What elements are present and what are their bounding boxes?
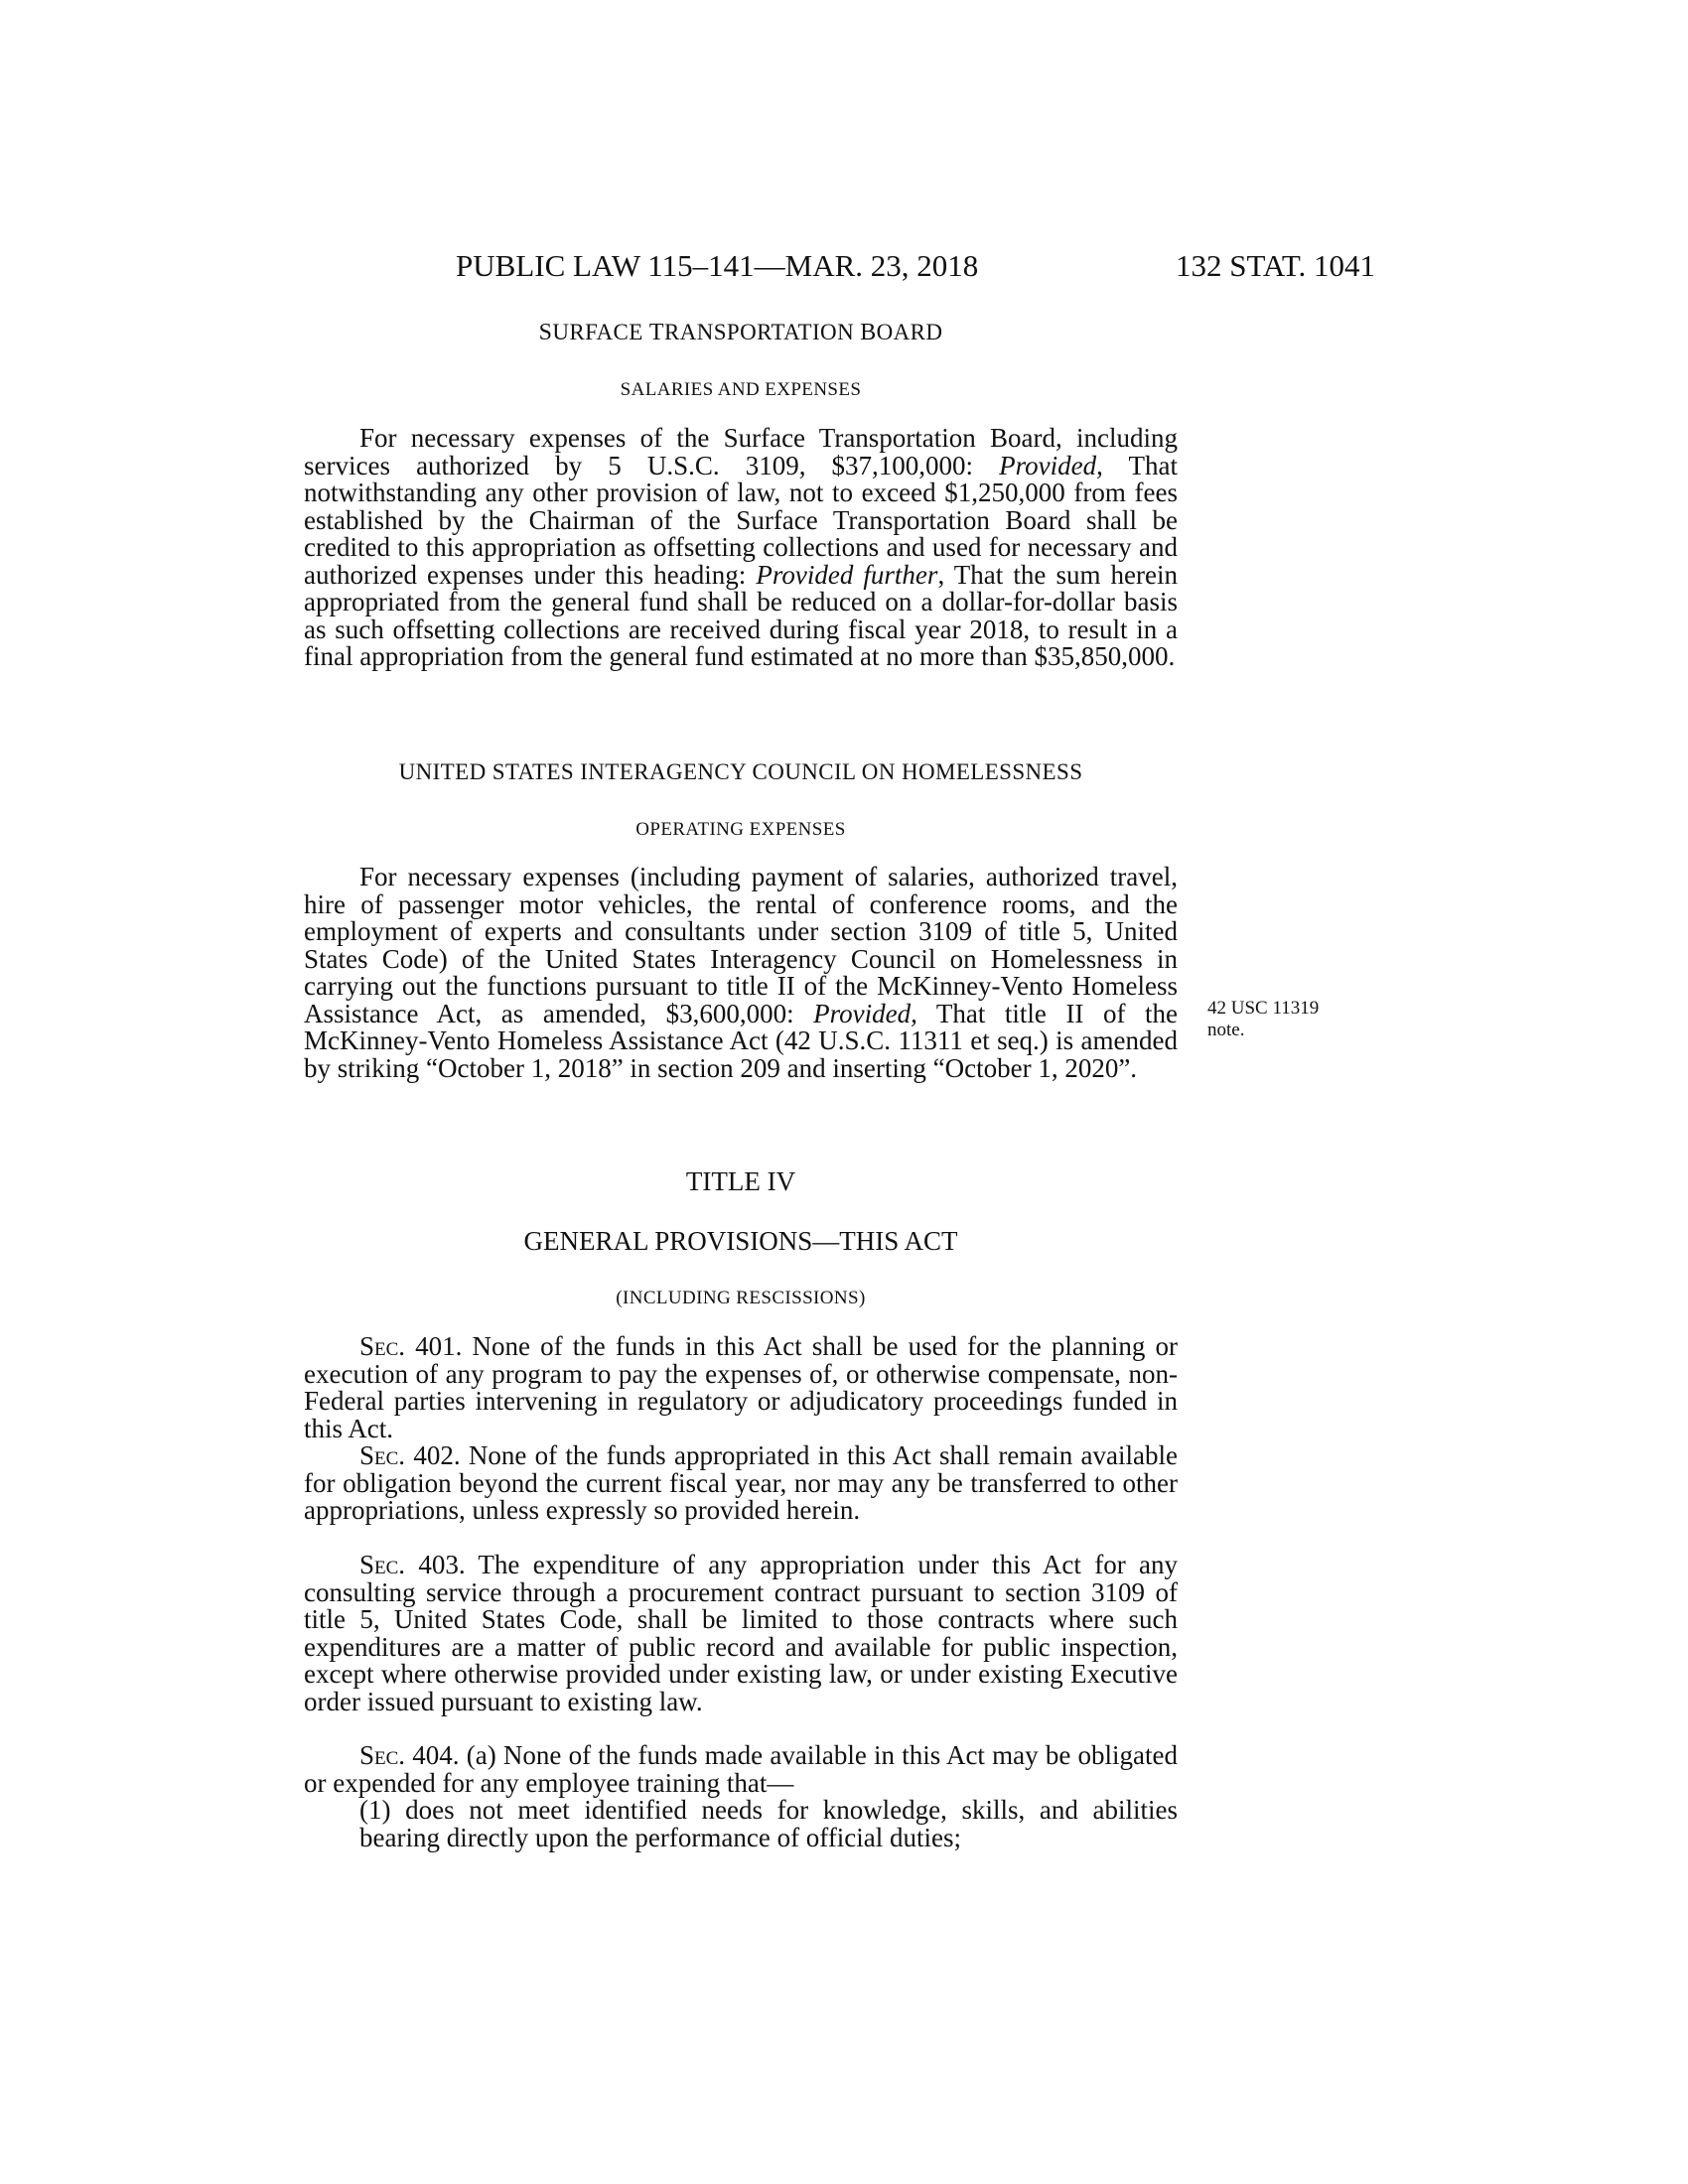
heading-surface-transportation-board: SURFACE TRANSPORTATION BOARD (538, 320, 943, 345)
section-402: Sec. 402. None of the funds appropriated in this Act shall remain available for obligation beyond the current fiscal year, nor may any be transferred to other appropriations, unless expressly so provided herein. (304, 1440, 1178, 1525)
stb-paragraph: For necessary expenses of the Surface Transportation Board, including services authorized by 5 U.S.C. 3109, $37,100,000: Provided, That notwithstanding any other provision of law, not to exceed $1,250,000 from fees established by the Chairman of the Surface Transportation Board shall be credited to this appropriation as offsetting collections and used for necessary and authorized expenses under this heading: Provided further, That the sum herein appropriated from the general fund shall be reduced on a dollar-for-dollar basis as such offsetting collections are received during fiscal year 2018, to result in a final appropriation from the general fund estimated at no more than $35,850,000. (304, 423, 1179, 671)
section-401: Sec. 401. None of the funds in this Act shall be used for the planning or execution of any program to pay the expenses of, or otherwise compensate, non-Federal parties intervening in regulatory or adjudicatory proceedings funded in this Act. (304, 1331, 1178, 1443)
general-provisions-heading: GENERAL PROVISIONS—THIS ACT (523, 1226, 958, 1256)
margin-note-citation: 42 USC 11319 (1207, 998, 1320, 1019)
including-rescissions-subheading: (INCLUDING RESCISSIONS) (616, 1288, 866, 1308)
section-label: Sec. (359, 1550, 406, 1579)
statute-page-number: 132 STAT. 1041 (1175, 248, 1375, 283)
usich-paragraph: For necessary expenses (including payment of salaries, authorized travel, hire of passenger motor vehicles, the rental of conference rooms, and the employment of experts and consultants under section 3109 of title 5, United States Code) of the United States Interagency Council on Homelessness in carrying out the functions pursuant to title II of the McKinney-Vento Homeless Assistance Act, as amended, $3,600,000: Provided, That title II of the McKinney-Vento Homeless Assistance Act (42 U.S.C. 11311 et seq.) is amended by striking “October 1, 2018” in section 209 and inserting “October 1, 2020”. (304, 862, 1178, 1083)
section-403: Sec. 403. The expenditure of any appropriation under this Act for any consulting service through a procurement contract pursuant to section 3109 of title 5, United States Code, shall be limited to those contracts where such expenditures are a matter of public record and available for public inspection, except where otherwise provided under existing law, or under existing Executive order issued pursuant to existing law. (304, 1550, 1178, 1716)
heading-usich: UNITED STATES INTERAGENCY COUNCIL ON HOMELESSNESS (398, 759, 1083, 784)
margin-note-label: note. (1207, 1020, 1245, 1040)
margin-note (1207, 998, 1319, 1041)
section-404: Sec. 404. (a) None of the funds made available in this Act may be obligated or expended for any employee training that— (304, 1740, 1178, 1798)
section-404-item-1: (1) does not meet identified needs for knowledge, skills, and abilities bearing directly upon the performance of official duties; (359, 1795, 1178, 1852)
subheading-operating-expenses: OPERATING EXPENSES (635, 819, 846, 840)
title-iv-heading: TITLE IV (685, 1166, 796, 1196)
section-label: Sec. (359, 1740, 406, 1770)
subheading-salaries-and-expenses: SALARIES AND EXPENSES (620, 379, 862, 400)
running-header-title: PUBLIC LAW 115–141—MAR. 23, 2018 (456, 248, 979, 283)
section-label: Sec. (359, 1440, 406, 1470)
section-label: Sec. (359, 1331, 406, 1361)
